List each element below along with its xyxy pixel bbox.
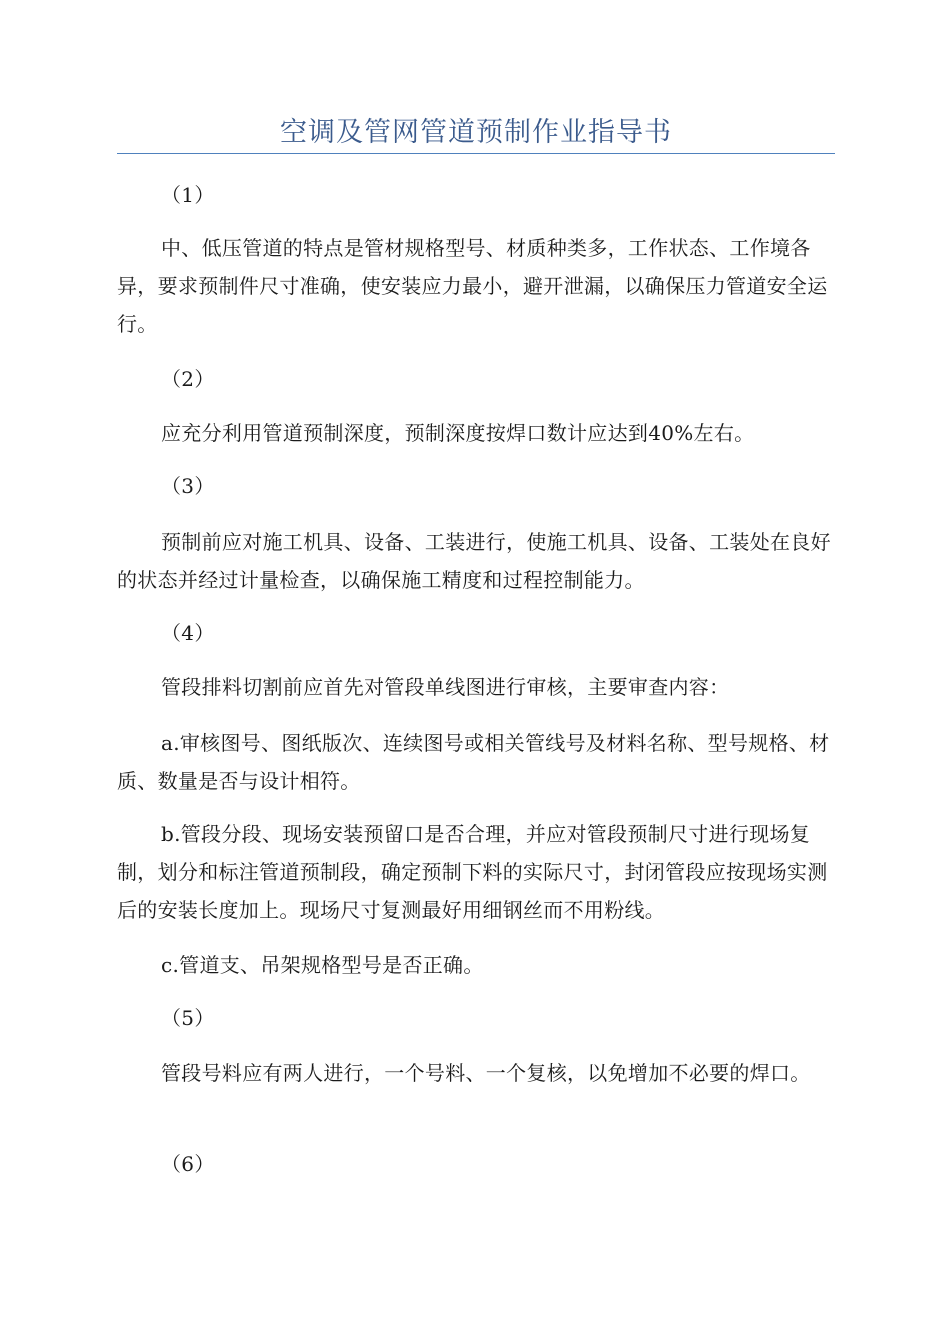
title-underline	[117, 153, 835, 154]
paragraph-4-body: 管段排料切割前应首先对管段单线图进行审核，主要审查内容：	[161, 675, 730, 699]
paragraph-2-body: 应充分利用管道预制深度，预制深度按焊口数计应达到40%左右。	[161, 421, 755, 445]
paragraph-marker-4: （4）	[161, 621, 215, 645]
paragraph-marker-6: （6）	[161, 1152, 215, 1176]
paragraph-3-body: 预制前应对施工机具、设备、工装进行，使施工机具、设备、工装处在良好的状态并经过计量检查，以确保施工精度和过程控制能力。	[117, 530, 831, 592]
paragraph-marker-3: （3）	[161, 474, 215, 498]
paragraph-1-body: 中、低压管道的特点是管材规格型号、材质种类多，工作状态、工作境各异，要求预制件尺寸准确，使安装应力最小，避开泄漏，以确保压力管道安全运行。	[117, 236, 828, 336]
paragraph-4a: a.审核图号、图纸版次、连续图号或相关管线号及材料名称、型号规格、材质、数量是否与设计相符。	[117, 731, 830, 793]
paragraph-4b: b.管段分段、现场安装预留口是否合理，并应对管段预制尺寸进行现场复制，划分和标注管道预制段，确定预制下料的实际尺寸，封闭管段应按现场实测后的安装长度加上。现场尺寸复测最好用细钢丝而不用粉线。	[117, 822, 828, 922]
paragraph-marker-1: （1）	[161, 183, 215, 207]
paragraph-4c: c.管道支、吊架规格型号是否正确。	[161, 953, 484, 977]
paragraph-5-body: 管段号料应有两人进行，一个号料、一个复核，以免增加不必要的焊口。	[161, 1061, 811, 1085]
paragraph-marker-2: （2）	[161, 367, 215, 391]
paragraph-marker-5: （5）	[161, 1006, 215, 1030]
document-title: 空调及管网管道预制作业指导书	[280, 117, 672, 148]
